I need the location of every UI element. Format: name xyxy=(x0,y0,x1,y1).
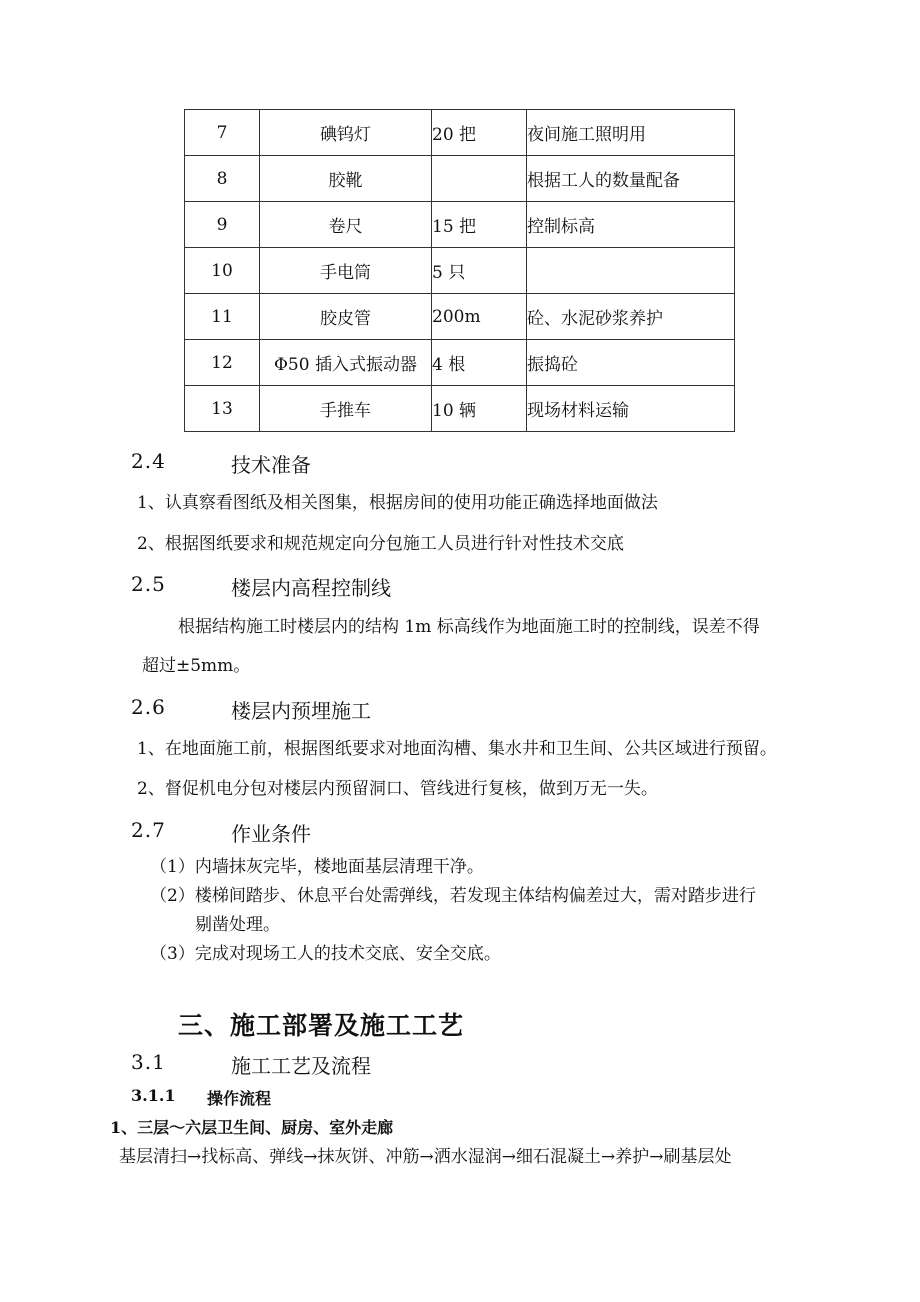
equipment-name: 卷尺 xyxy=(260,202,432,248)
equipment-use: 现场材料运输 xyxy=(527,386,735,432)
equipment-name: 手推车 xyxy=(260,386,432,432)
table-row xyxy=(185,340,735,386)
equipment-use: 夜间施工照明用 xyxy=(527,110,735,156)
equipment-use xyxy=(527,248,735,294)
row-number: 7 xyxy=(185,110,260,156)
row-number: 10 xyxy=(185,248,260,294)
section-3-1-number: 3.1 xyxy=(131,1050,166,1074)
row-number: 11 xyxy=(185,294,260,340)
item-1-flow: 基层清扫→找标高、弹线→抹灰饼、冲筋→洒水湿润→细石混凝土→养护→刷基层处 xyxy=(119,1147,732,1167)
equipment-quantity: 10 辆 xyxy=(432,386,527,432)
section-2-7-item-3: （3）完成对现场工人的技术交底、安全交底。 xyxy=(150,944,501,964)
section-2-5-title: 楼层内高程控制线 xyxy=(231,576,391,600)
equipment-use: 砼、水泥砂浆养护 xyxy=(527,294,735,340)
section-2-4-title: 技术准备 xyxy=(231,453,311,477)
equipment-quantity: 15 把 xyxy=(432,202,527,248)
equipment-quantity: 200m xyxy=(432,294,527,340)
section-2-6-item-1: 1、在地面施工前，根据图纸要求对地面沟槽、集水井和卫生间、公共区域进行预留。 xyxy=(137,739,777,759)
table-row xyxy=(185,110,735,156)
section-2-7-item-2-line-1: （2）楼梯间踏步、休息平台处需弹线，若发现主体结构偏差过大，需对踏步进行 xyxy=(150,886,756,906)
equipment-name: Φ50 插入式振动器 xyxy=(260,340,432,386)
section-3-1-1-number: 3.1.1 xyxy=(131,1086,176,1105)
equipment-quantity: 4 根 xyxy=(432,340,527,386)
row-number: 9 xyxy=(185,202,260,248)
equipment-name: 碘钨灯 xyxy=(260,110,432,156)
table-row xyxy=(185,386,735,432)
row-number: 13 xyxy=(185,386,260,432)
section-2-6-item-2: 2、督促机电分包对楼层内预留洞口、管线进行复核，做到万无一失。 xyxy=(137,779,658,799)
row-number: 12 xyxy=(185,340,260,386)
equipment-use: 根据工人的数量配备 xyxy=(527,156,735,202)
section-3-1-1-title: 操作流程 xyxy=(207,1089,272,1108)
table-row xyxy=(185,202,735,248)
table-row xyxy=(185,248,735,294)
equipment-use: 振捣砼 xyxy=(527,340,735,386)
section-2-6-number: 2.6 xyxy=(131,695,166,719)
row-number: 8 xyxy=(185,156,260,202)
equipment-table xyxy=(184,109,735,432)
equipment-quantity: 5 只 xyxy=(432,248,527,294)
equipment-table-body xyxy=(185,110,735,432)
section-2-5-line-1: 根据结构施工时楼层内的结构 1m 标高线作为地面施工时的控制线，误差不得 xyxy=(178,617,760,637)
item-1-title: 1、三层～六层卫生间、厨房、室外走廊 xyxy=(110,1118,394,1137)
equipment-use: 控制标高 xyxy=(527,202,735,248)
section-2-5-number: 2.5 xyxy=(131,572,166,596)
section-2-4-number: 2.4 xyxy=(131,449,166,473)
section-2-4-item-2: 2、根据图纸要求和规范规定向分包施工人员进行针对性技术交底 xyxy=(137,534,624,554)
section-2-7-title: 作业条件 xyxy=(231,822,311,846)
section-2-7-number: 2.7 xyxy=(131,818,166,842)
equipment-name: 手电筒 xyxy=(260,248,432,294)
section-3-1-title: 施工工艺及流程 xyxy=(231,1054,371,1078)
section-2-6-title: 楼层内预埋施工 xyxy=(231,699,371,723)
table-row xyxy=(185,294,735,340)
table-row xyxy=(185,156,735,202)
section-2-4-item-1: 1、认真察看图纸及相关图集，根据房间的使用功能正确选择地面做法 xyxy=(137,493,658,513)
equipment-name: 胶皮管 xyxy=(260,294,432,340)
equipment-name: 胶靴 xyxy=(260,156,432,202)
chapter-3-title: 三、施工部署及施工工艺 xyxy=(178,1011,465,1040)
equipment-quantity xyxy=(432,156,527,202)
section-2-7-item-1: （1）内墙抹灰完毕，楼地面基层清理干净。 xyxy=(150,857,484,877)
equipment-quantity: 20 把 xyxy=(432,110,527,156)
section-2-7-item-2-line-2: 剔凿处理。 xyxy=(195,915,280,935)
section-2-5-line-2: 超过±5mm。 xyxy=(142,656,251,676)
